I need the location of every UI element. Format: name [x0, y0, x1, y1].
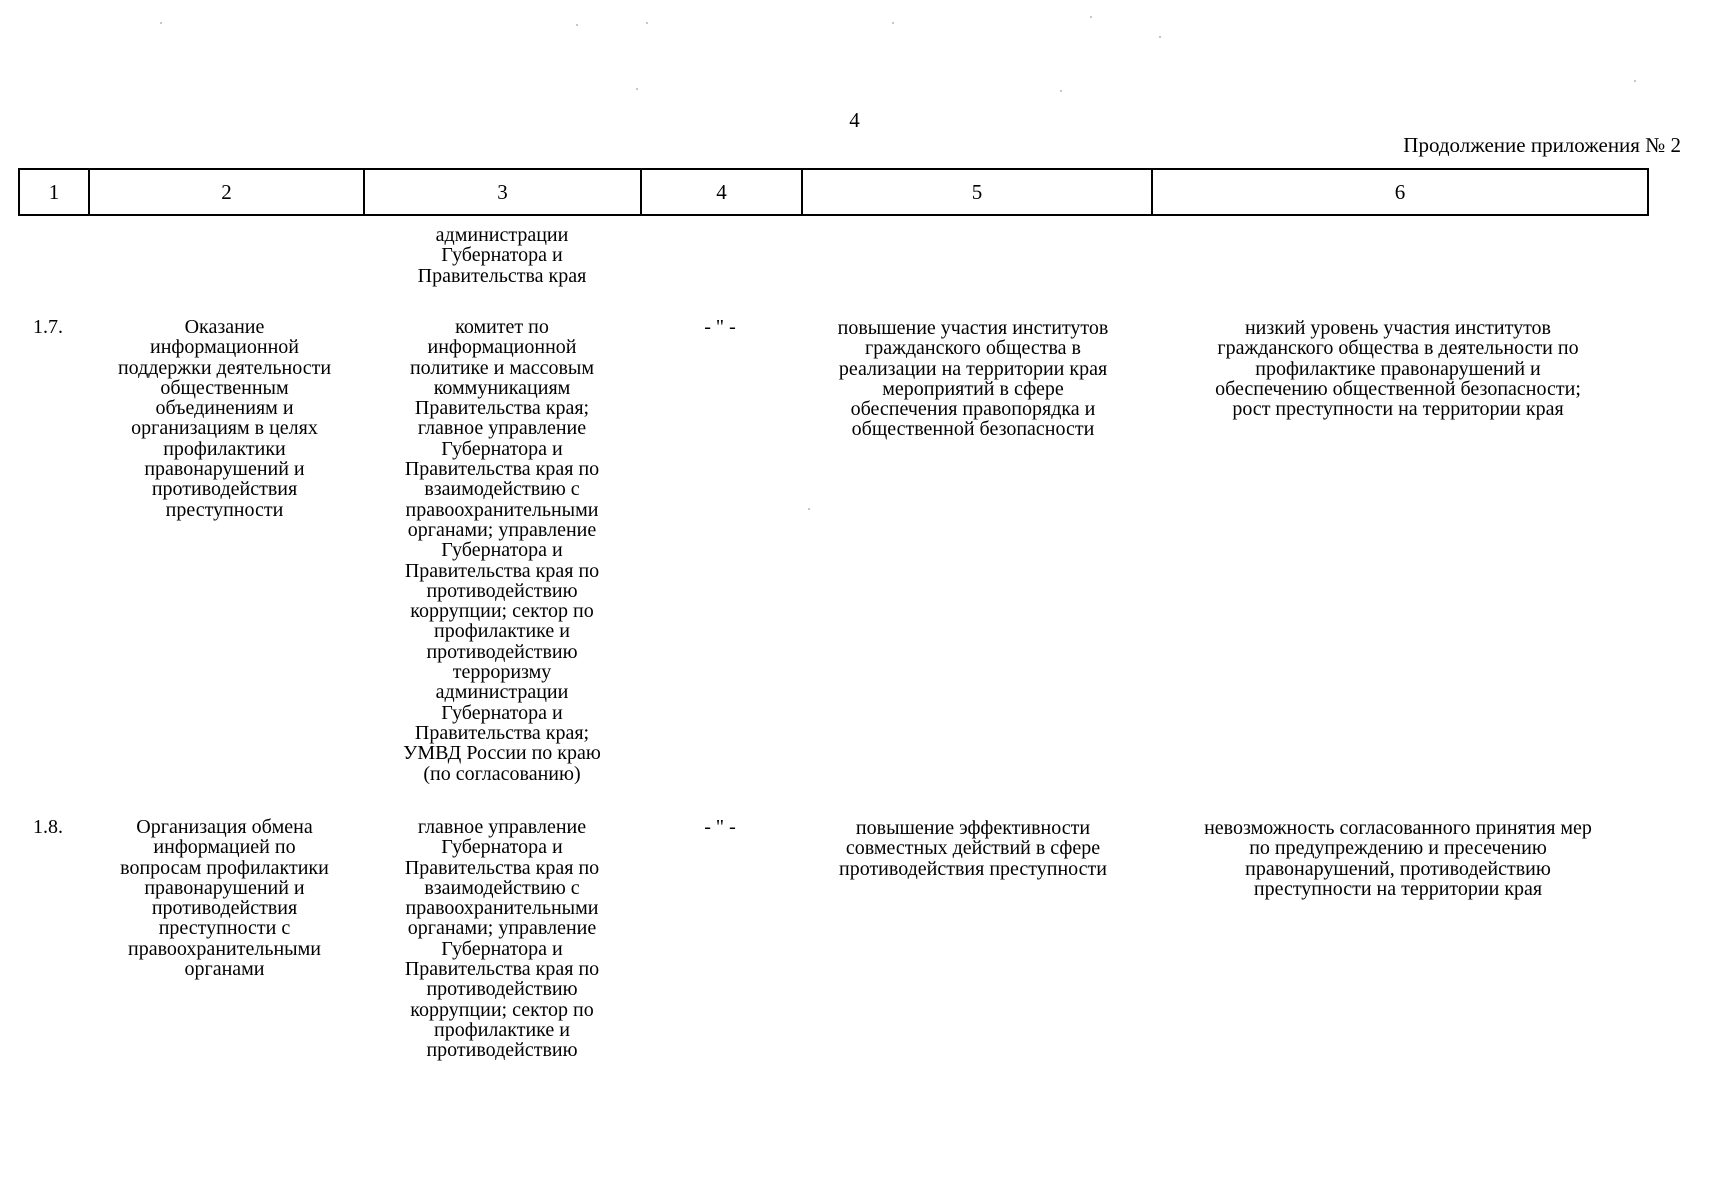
fragment-responsible-executor: администрации Губернатора и Правительства края: [417, 224, 587, 287]
consequences-of-non-implementation: невозможность согласованного принятия мер по предупреждению и пресечению правонарушений, противодействию преступности на территории края: [1204, 817, 1592, 900]
scan-speck: [576, 24, 578, 26]
measure-name: Оказание информационной поддержки деятельности общественным объединениям и организациям в целях профилактики правонарушений и противодействия преступности: [117, 316, 332, 521]
measure-name: Организация обмена информацией по вопросам профилактики правонарушений и противодействия преступности с правоохранительными органами: [120, 816, 329, 981]
row-number: 1.7.: [33, 316, 63, 338]
scan-speck: [646, 22, 648, 24]
header-col-1: 1: [19, 169, 89, 215]
deadline-ditto: - " -: [704, 316, 736, 338]
scan-speck: [1159, 36, 1161, 38]
header-col-2: 2: [89, 169, 364, 215]
column-number-header: [18, 168, 1649, 216]
header-col-6: 6: [1152, 169, 1648, 215]
deadline-ditto: - " -: [704, 816, 736, 838]
header-col-4: 4: [641, 169, 802, 215]
responsible-executor: комитет по информационной политике и массовым коммуникациям Правительства края; главное управление Губернатора и Правительства края по взаимодействию с правоохранительными органами; управление Губернатора и Правительства края по противодействию коррупции; сектор по профилактике и противодействию терроризму администрации Губернатора и Правительства края; УМВД России по краю (по согласованию): [403, 316, 601, 785]
consequences-of-non-implementation: низкий уровень участия институтов гражданского общества в деятельности по профилактике правонарушений и обеспечению общественной безопасности; рост преступности на территории края: [1215, 317, 1581, 421]
scan-speck: [1060, 90, 1062, 92]
scan-speck: [636, 88, 638, 90]
responsible-executor: главное управление Губернатора и Правительства края по взаимодействию с правоохранительными органами; управление Губернатора и Правительства края по противодействию коррупции; сектор по профилактике и противодействию: [404, 816, 600, 1062]
expected-result: повышение участия институтов гражданского общества в реализации на территории края мероприятий в сфере обеспечения правопорядка и общественной безопасности: [837, 317, 1109, 441]
header-col-3: 3: [364, 169, 641, 215]
expected-result: повышение эффективности совместных действий в сфере противодействия преступности: [839, 817, 1107, 880]
scan-speck: [1634, 80, 1636, 82]
row-number: 1.8.: [33, 816, 63, 838]
page-number: 4: [849, 108, 860, 132]
scan-speck: [892, 22, 894, 24]
header-col-5: 5: [802, 169, 1152, 215]
scan-speck: [808, 508, 810, 510]
scan-speck: [160, 22, 162, 24]
appendix-continuation-label: Продолжение приложения № 2: [1403, 133, 1681, 157]
scan-speck: [1090, 16, 1092, 18]
